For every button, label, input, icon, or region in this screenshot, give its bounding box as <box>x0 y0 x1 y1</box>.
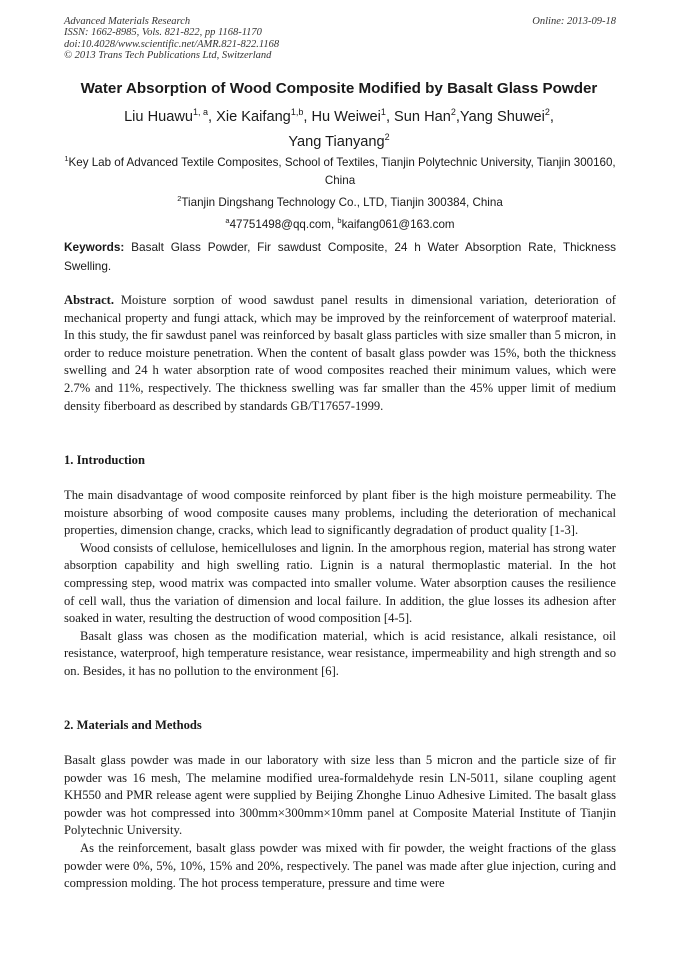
section-1-body <box>64 487 616 681</box>
keywords-text: Basalt Glass Powder, Fir sawdust Composite, 24 h Water Absorption Rate, Thickness Swelling. <box>64 240 616 273</box>
abstract <box>64 292 616 415</box>
paragraph: Basalt glass powder was made in our laboratory with size less than 5 micron and the particle size of fir powder was 16 mesh, The melamine modified urea-formaldehyde resin LN-5011, silane coupling agent KH550 and PMR release agent were supplied by Beijing Zhonghe Linuo Adhesive Limited. The basalt glass powder was hot compressed into 300mm×300mm×10mm panel at Composite Material Institute of Tianjin Polytechnic University. <box>64 753 616 838</box>
author-list <box>40 102 638 152</box>
journal-name: Advanced Materials Research <box>64 16 191 27</box>
section-heading: 2. Materials and Methods <box>64 718 202 732</box>
author: Liu Huawu$^{1, a}$, <box>124 107 217 125</box>
keywords-label: Keywords: <box>64 240 125 254</box>
author: Yang Tianyang$^2$ <box>288 131 390 150</box>
paragraph: Basalt glass was chosen as the modification material, which is acid resistance, alkali resistance, oil resistance, waterproof, high temperature resistance, wear resistance, impermeability and high strength and so on. Besides, it has no pollution to the environment [6]. <box>64 628 616 678</box>
doi-line: doi:10.4028/www.scientific.net/AMR.821-822.1168 <box>64 38 280 50</box>
online-date: Online: 2013-09-18 <box>532 16 616 27</box>
section-2-body <box>64 752 616 893</box>
emails: $^a$47751498@qq.com, $^b$kaifang061@163.com <box>225 215 455 231</box>
section-heading: 1. Introduction <box>64 453 145 467</box>
paper-title: Water Absorption of Wood Composite Modified by Basalt Glass Powder <box>80 80 598 97</box>
author: Sun Han$^2$, <box>394 107 460 125</box>
copyright-line: © 2013 Trans Tech Publications Ltd, Switzerland <box>64 50 272 62</box>
paragraph: As the reinforcement, basalt glass powder was mixed with fir powder, the weight fractions of the glass powder were 0%, 5%, 10%, 15% and 20%, respectively. The panel was made after glue injection, curing and compression molding. The hot process temperature, pressure and time were <box>64 840 616 891</box>
affiliations <box>64 150 616 234</box>
issn-line: ISSN: 1662-8985, Vols. 821-822, pp 1168-1170 <box>64 27 262 39</box>
running-header <box>64 16 616 62</box>
paragraph: The main disadvantage of wood composite reinforced by plant fiber is the high moisture permeability. The moisture absorbing of wood composite causes many problems, including the deterioration of mechanical properties, dimension change, cracks, which lead to significantly degradation of product quality [1-3]. <box>64 488 616 538</box>
affiliation-2: $^2$Tianjin Dingshang Technology Co., LTD, Tianjin 300384, China <box>177 193 503 209</box>
paragraph: Wood consists of cellulose, hemicelluloses and lignin. In the amorphous region, material has strong water absorption capability and high swelling ratio. Lignin is a natural thermoplastic material. In the hot compressing step, wood matrix was compacted into smaller volume. Water absorption causes the resilience of cell wall, thus the variation of dimension and local failure. In addition, the glue losses its adhesion after soaked in water, resulting the destruction of wood composition [4-5]. <box>64 540 616 626</box>
author: Xie Kaifang$^{1,b}$, <box>216 107 312 125</box>
abstract-text: Moisture sorption of wood sawdust panel results in dimensional variation, deterioration of mechanical property and fungi attack, which may be improved by the reinforcement of waterproof material. In this study, the fir sawdust panel was reinforced by basalt glass particles with size smaller than 5 micron, in order to reduce moisture penetration. When the content of basalt glass powder was 15%, both the thickness swelling and 24 h water absorption rate of wood composites reached their minimum values, which were 2.7% and 11%, respectively. The thickness swelling was far smaller than the 45% upper limit of medium density fiberboard as described by standards GB/T17657-1999. <box>64 293 616 413</box>
author: Hu Weiwei$^1$, <box>311 107 395 125</box>
abstract-label: Abstract. <box>64 293 115 307</box>
affiliation-1: $^1$Key Lab of Advanced Textile Composites, School of Textiles, Tianjin Polytechnic University, Tianjin 300160, China <box>64 154 616 187</box>
author: Yang Shuwei$^2$, <box>459 107 554 125</box>
keywords <box>64 238 616 275</box>
